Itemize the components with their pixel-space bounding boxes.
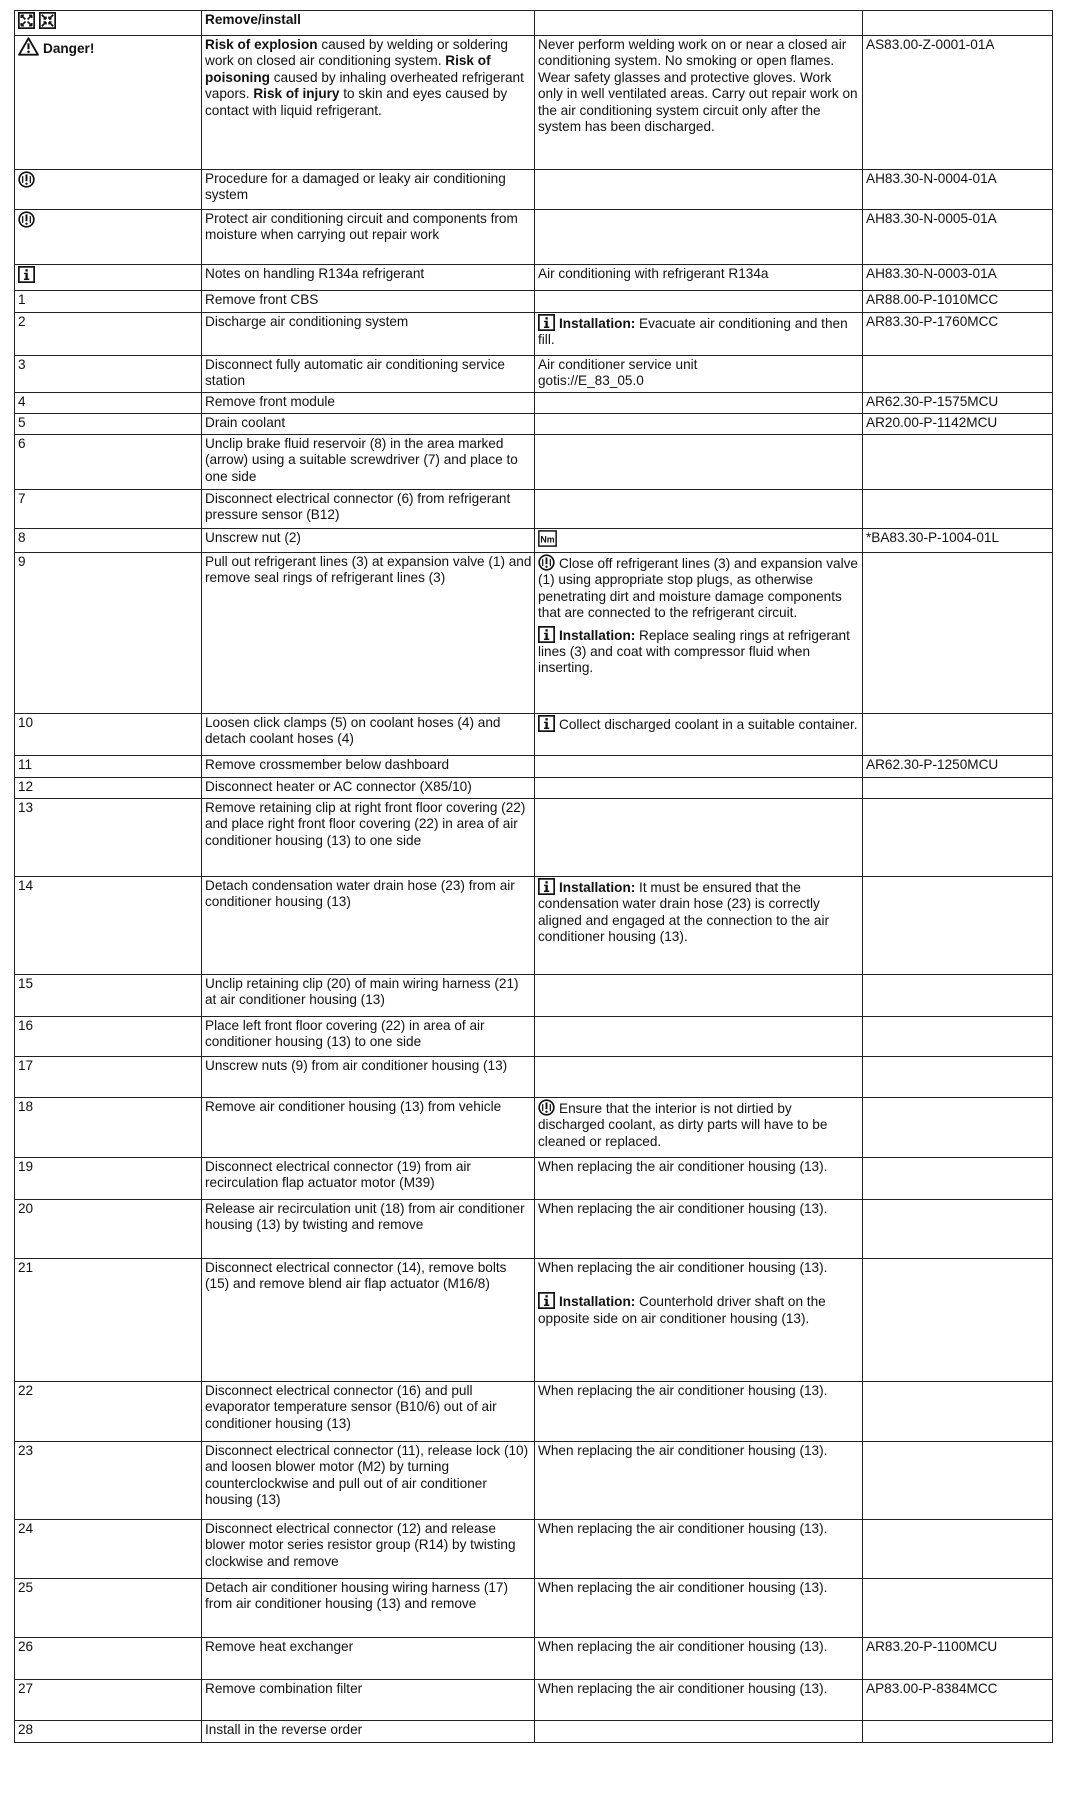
step-note: Installation: Evacuate air conditioning and then fill. xyxy=(535,313,863,356)
step-desc: Disconnect electrical connector (12) and release blower motor series resistor group (R14) by twisting clockwise and remove xyxy=(202,1520,535,1579)
pre-desc: Protect air conditioning circuit and components from moisture when carrying out repair work xyxy=(202,210,535,265)
step-number: 27 xyxy=(15,1680,202,1721)
step-row xyxy=(15,1259,1053,1382)
step-note: When replacing the air conditioner housing (13). xyxy=(535,1680,863,1721)
step-ref: *BA83.30-P-1004-01L xyxy=(863,529,1053,553)
step-row xyxy=(15,1098,1053,1158)
step-desc: Detach air conditioner housing wiring harness (17) from air conditioner housing (13) and remove xyxy=(202,1579,535,1638)
step-number: 1 xyxy=(15,291,202,313)
step-number: 22 xyxy=(15,1382,202,1442)
info-icon xyxy=(538,626,555,643)
step-ref xyxy=(863,778,1053,799)
step-number: 11 xyxy=(15,756,202,778)
step-ref xyxy=(863,1200,1053,1259)
step-row xyxy=(15,799,1053,877)
step-ref xyxy=(863,1057,1053,1098)
step-number: 8 xyxy=(15,529,202,553)
step-desc: Remove air conditioner housing (13) from vehicle xyxy=(202,1098,535,1158)
info-icon xyxy=(538,878,555,895)
header-row xyxy=(15,11,1053,36)
step-ref xyxy=(863,1158,1053,1200)
step-ref xyxy=(863,1259,1053,1382)
step-desc: Remove heat exchanger xyxy=(202,1638,535,1680)
step-row xyxy=(15,414,1053,435)
step-row xyxy=(15,313,1053,356)
pre-ref: AH83.30-N-0004-01A xyxy=(863,170,1053,210)
step-number: 26 xyxy=(15,1638,202,1680)
step-desc: Unscrew nut (2) xyxy=(202,529,535,553)
step-number: 15 xyxy=(15,975,202,1017)
step-number: 28 xyxy=(15,1721,202,1743)
step-note: Installation: It must be ensured that the condensation water drain hose (23) is correctly aligned and engaged at the connection to the air conditioner housing (13). xyxy=(535,877,863,975)
step-number: 6 xyxy=(15,435,202,490)
step-number: 13 xyxy=(15,799,202,877)
step-number: 18 xyxy=(15,1098,202,1158)
step-desc: Unclip retaining clip (20) of main wiring harness (21) at air conditioner housing (13) xyxy=(202,975,535,1017)
step-note: Ensure that the interior is not dirtied by discharged coolant, as dirty parts will have to be cleaned or replaced. xyxy=(535,1098,863,1158)
step-desc: Disconnect electrical connector (6) from refrigerant pressure sensor (B12) xyxy=(202,490,535,529)
step-desc: Detach condensation water drain hose (23) from air conditioner housing (13) xyxy=(202,877,535,975)
step-desc: Remove combination filter xyxy=(202,1680,535,1721)
step-row xyxy=(15,975,1053,1017)
step-number: 7 xyxy=(15,490,202,529)
step-note: Air conditioner service unit gotis://E_83_05.0 xyxy=(535,356,863,393)
pre-note xyxy=(535,170,863,210)
pre-row xyxy=(15,265,1053,291)
step-row xyxy=(15,291,1053,313)
step-note: When replacing the air conditioner housing (13). xyxy=(535,1638,863,1680)
step-desc: Disconnect electrical connector (19) from air recirculation flap actuator motor (M39) xyxy=(202,1158,535,1200)
step-desc: Discharge air conditioning system xyxy=(202,313,535,356)
step-row xyxy=(15,435,1053,490)
step-ref: AR20.00-P-1142MCU xyxy=(863,414,1053,435)
step-note: When replacing the air conditioner housing (13). xyxy=(535,1520,863,1579)
step-ref: AR62.30-P-1575MCU xyxy=(863,393,1053,414)
step-number: 24 xyxy=(15,1520,202,1579)
step-desc: Remove retaining clip at right front floor covering (22) and place right front floor covering (22) in area of air conditioner housing (13) to one side xyxy=(202,799,535,877)
step-row xyxy=(15,529,1053,553)
danger-description: Risk of explosion caused by welding or soldering work on closed air conditioning system. Risk of poisoning caused by inhaling overheated refrigerant vapors. Risk of injury to skin and eyes caused by contact with liquid refrigerant. xyxy=(202,36,535,170)
step-ref xyxy=(863,356,1053,393)
header-action: Remove/install xyxy=(202,11,535,36)
danger-icon xyxy=(18,37,39,56)
step-number: 16 xyxy=(15,1017,202,1057)
step-ref xyxy=(863,799,1053,877)
step-desc: Disconnect electrical connector (14), remove bolts (15) and remove blend air flap actuator (M16/8) xyxy=(202,1259,535,1382)
step-ref xyxy=(863,1721,1053,1743)
step-note: When replacing the air conditioner housing (13). xyxy=(535,1442,863,1520)
step-ref xyxy=(863,1017,1053,1057)
step-ref xyxy=(863,1579,1053,1638)
pre-ref: AH83.30-N-0003-01A xyxy=(863,265,1053,291)
pre-ref: AH83.30-N-0005-01A xyxy=(863,210,1053,265)
step-number: 19 xyxy=(15,1158,202,1200)
danger-note: Never perform welding work on or near a closed air conditioning system. No smoking or open flames. Wear safety glasses and protective gloves. Work only in well ventilated areas. Carry out repair work on the air conditioning system circuit only after the system has been discharged. xyxy=(535,36,863,170)
install-icon xyxy=(39,12,56,29)
step-note xyxy=(535,529,863,553)
step-number: 21 xyxy=(15,1259,202,1382)
step-desc: Loosen click clamps (5) on coolant hoses (4) and detach coolant hoses (4) xyxy=(202,714,535,756)
step-ref: AP83.00-P-8384MCC xyxy=(863,1680,1053,1721)
step-number: 10 xyxy=(15,714,202,756)
step-row xyxy=(15,877,1053,975)
step-number: 23 xyxy=(15,1442,202,1520)
step-desc: Remove crossmember below dashboard xyxy=(202,756,535,778)
info-icon xyxy=(538,1292,555,1309)
danger-label-cell xyxy=(15,36,202,170)
step-row xyxy=(15,1158,1053,1200)
step-number: 2 xyxy=(15,313,202,356)
step-desc: Disconnect electrical connector (16) and pull evaporator temperature sensor (B10/6) out of air conditioner housing (13) xyxy=(202,1382,535,1442)
step-row xyxy=(15,356,1053,393)
pre-note: Air conditioning with refrigerant R134a xyxy=(535,265,863,291)
step-desc: Pull out refrigerant lines (3) at expansion valve (1) and remove seal rings of refrigerant lines (3) xyxy=(202,553,535,714)
step-note: When replacing the air conditioner housing (13). Installation: Counterhold driver shaft on the opposite side on air conditioner housing (13). xyxy=(535,1259,863,1382)
step-row xyxy=(15,1638,1053,1680)
step-number: 12 xyxy=(15,778,202,799)
step-row xyxy=(15,1442,1053,1520)
pre-row xyxy=(15,210,1053,265)
step-number: 20 xyxy=(15,1200,202,1259)
danger-ref: AS83.00-Z-0001-01A xyxy=(863,36,1053,170)
step-row xyxy=(15,714,1053,756)
step-row xyxy=(15,1680,1053,1721)
step-desc: Release air recirculation unit (18) from air conditioner housing (13) by twisting and remove xyxy=(202,1200,535,1259)
step-ref xyxy=(863,714,1053,756)
step-desc: Unscrew nuts (9) from air conditioner housing (13) xyxy=(202,1057,535,1098)
step-ref: AR88.00-P-1010MCC xyxy=(863,291,1053,313)
step-desc: Place left front floor covering (22) in area of air conditioner housing (13) to one side xyxy=(202,1017,535,1057)
step-note: When replacing the air conditioner housing (13). xyxy=(535,1382,863,1442)
remove-icon xyxy=(18,12,35,29)
torque-nm-icon xyxy=(538,530,557,547)
header-icons xyxy=(15,11,202,36)
caution-icon xyxy=(18,171,35,188)
step-ref xyxy=(863,490,1053,529)
step-note: Collect discharged coolant in a suitable container. xyxy=(535,714,863,756)
pre-desc: Notes on handling R134a refrigerant xyxy=(202,265,535,291)
info-icon xyxy=(538,314,555,331)
step-desc: Disconnect electrical connector (11), release lock (10) and loosen blower motor (M2) by turning counterclockwise and pull out of air conditioner housing (13) xyxy=(202,1442,535,1520)
step-desc: Install in the reverse order xyxy=(202,1721,535,1743)
step-desc: Unclip brake fluid reservoir (8) in the area marked (arrow) using a suitable screwdriver (7) and place to one side xyxy=(202,435,535,490)
step-row xyxy=(15,393,1053,414)
step-note: When replacing the air conditioner housing (13). xyxy=(535,1158,863,1200)
step-note: When replacing the air conditioner housing (13). xyxy=(535,1200,863,1259)
step-ref xyxy=(863,1442,1053,1520)
step-desc: Drain coolant xyxy=(202,414,535,435)
pre-desc: Procedure for a damaged or leaky air conditioning system xyxy=(202,170,535,210)
step-desc: Disconnect heater or AC connector (X85/10) xyxy=(202,778,535,799)
step-ref: AR83.30-P-1760MCC xyxy=(863,313,1053,356)
step-row xyxy=(15,756,1053,778)
step-number: 4 xyxy=(15,393,202,414)
step-number: 25 xyxy=(15,1579,202,1638)
step-ref xyxy=(863,553,1053,714)
step-number: 14 xyxy=(15,877,202,975)
step-row xyxy=(15,490,1053,529)
step-ref xyxy=(863,1382,1053,1442)
step-number: 5 xyxy=(15,414,202,435)
danger-label: Danger! xyxy=(43,41,95,56)
caution-icon xyxy=(538,1099,555,1116)
info-icon xyxy=(538,715,555,732)
caution-icon xyxy=(18,211,35,228)
info-icon xyxy=(18,266,35,283)
pre-note xyxy=(535,210,863,265)
step-row xyxy=(15,1579,1053,1638)
step-number: 3 xyxy=(15,356,202,393)
step-row xyxy=(15,778,1053,799)
step-ref xyxy=(863,1098,1053,1158)
procedure-table xyxy=(14,10,1053,1743)
caution-icon xyxy=(538,554,555,571)
service-unit-link[interactable]: gotis://E_83_05.0 xyxy=(538,373,644,389)
step-desc: Remove front module xyxy=(202,393,535,414)
step-row xyxy=(15,1017,1053,1057)
step-ref xyxy=(863,1520,1053,1579)
step-row xyxy=(15,1057,1053,1098)
step-ref xyxy=(863,877,1053,975)
step-desc: Remove front CBS xyxy=(202,291,535,313)
step-ref xyxy=(863,975,1053,1017)
step-ref xyxy=(863,435,1053,490)
step-row xyxy=(15,553,1053,714)
step-row xyxy=(15,1721,1053,1743)
step-note: When replacing the air conditioner housing (13). xyxy=(535,1579,863,1638)
step-ref: AR83.20-P-1100MCU xyxy=(863,1638,1053,1680)
step-row xyxy=(15,1520,1053,1579)
step-number: 17 xyxy=(15,1057,202,1098)
step-ref: AR62.30-P-1250MCU xyxy=(863,756,1053,778)
pre-row xyxy=(15,170,1053,210)
step-desc: Disconnect fully automatic air conditioning service station xyxy=(202,356,535,393)
step-row xyxy=(15,1382,1053,1442)
step-number: 9 xyxy=(15,553,202,714)
step-note: Close off refrigerant lines (3) and expansion valve (1) using appropriate stop plugs, as otherwise penetrating dirt and moisture damage components that are connected to the refrigerant circuit. Installation: Replace sealing rings at refrigerant lines (3) and coat with compressor fluid when inserting. xyxy=(535,553,863,714)
step-row xyxy=(15,1200,1053,1259)
danger-row xyxy=(15,36,1053,170)
